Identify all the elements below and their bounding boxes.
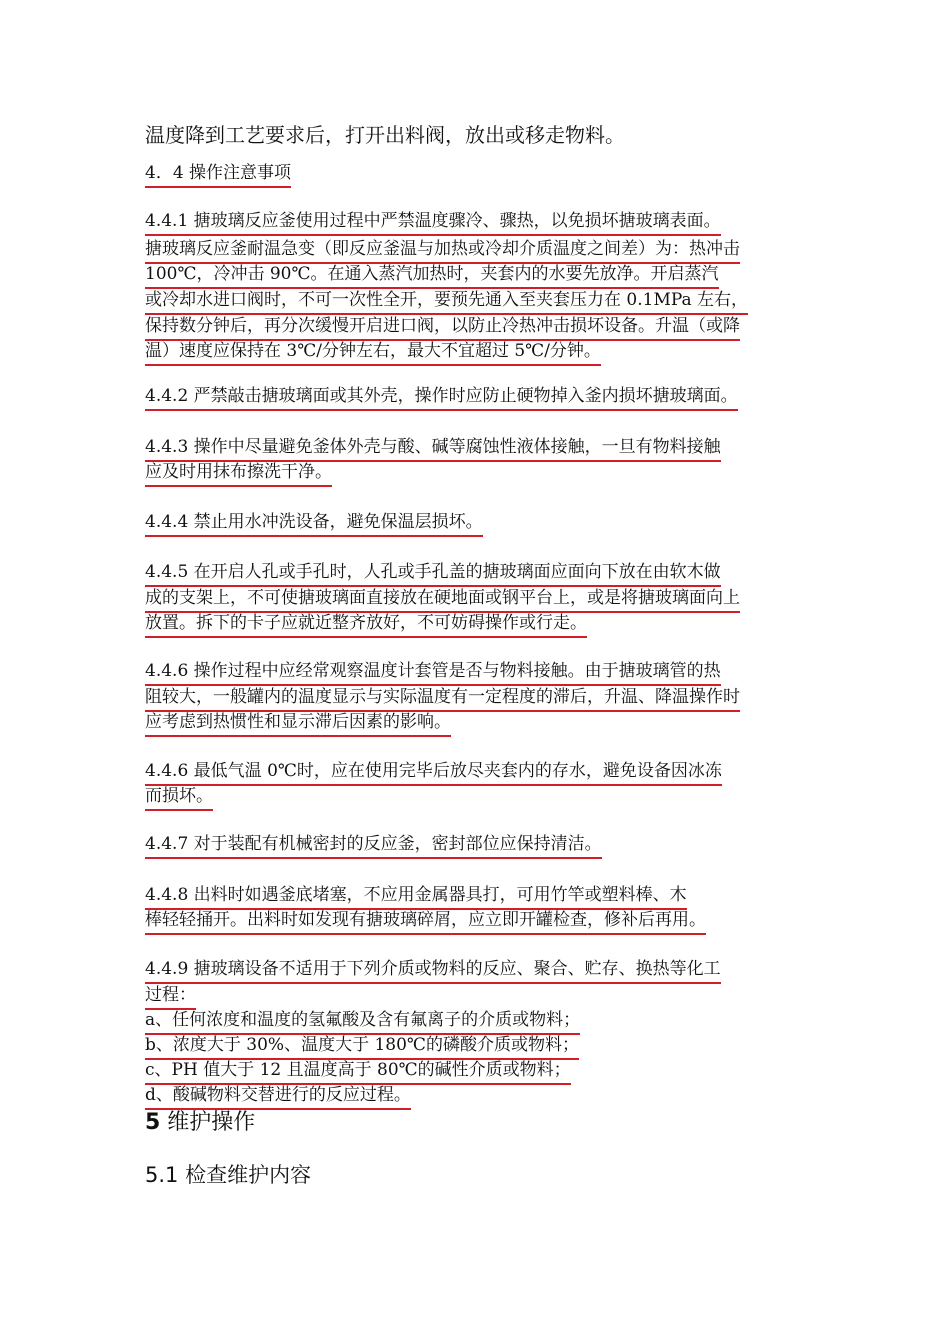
list-item: d、酸碱物料交替进行的反应过程。	[145, 1084, 411, 1110]
paragraph-line: 4.4.6 操作过程中应经常观察温度计套管是否与物料接触。由于搪玻璃管的热	[145, 660, 721, 686]
list-item: c、PH 值大于 12 且温度高于 80℃的碱性介质或物料；	[145, 1059, 571, 1085]
paragraph-line: 过程：	[145, 984, 196, 1010]
paragraph-line: 4.4.4 禁止用水冲洗设备，避免保温层损坏。	[145, 511, 483, 537]
list-item: a、任何浓度和温度的氢氟酸及含有氟离子的介质或物料；	[145, 1009, 580, 1035]
paragraph-line: 或冷却水进口阀时，不可一次性全开，要预先通入至夹套压力在 0.1MPa 左右，	[145, 289, 748, 315]
section-heading-5	[145, 1112, 255, 1134]
paragraph-line: 4.4.2 严禁敲击搪玻璃面或其外壳，操作时应防止硬物掉入釜内损坏搪玻璃面。	[145, 385, 738, 411]
paragraph-line: 应考虑到热惯性和显示滞后因素的影响。	[145, 711, 451, 737]
paragraph-line: 放置。拆下的卡子应就近整齐放好，不可妨碍操作或行走。	[145, 612, 587, 638]
paragraph-line: 成的支架上，不可使搪玻璃面直接放在硬地面或钢平台上，或是将搪玻璃面向上	[145, 587, 740, 613]
section-title: 维护操作	[160, 1110, 256, 1135]
section-heading-5-1: 5.1 检查维护内容	[145, 1163, 312, 1187]
paragraph-line: 搪玻璃反应釜耐温急变（即反应釜温与加热或冷却介质温度之间差）为：热冲击	[145, 238, 740, 264]
paragraph-line: 4.4.1 搪玻璃反应釜使用过程中严禁温度骤冷、骤热，以免损坏搪玻璃表面。	[145, 210, 721, 236]
section-heading-4-4: 4．4 操作注意事项	[145, 162, 291, 188]
paragraph-line: 阻较大，一般罐内的温度显示与实际温度有一定程度的滞后，升温、降温操作时	[145, 686, 740, 712]
paragraph-line: 棒轻轻捅开。出料时如发现有搪玻璃碎屑，应立即开罐检查，修补后再用。	[145, 909, 706, 935]
section-number: 5	[145, 1110, 161, 1135]
list-item: b、浓度大于 30%、温度大于 180℃的磷酸介质或物料；	[145, 1034, 579, 1060]
paragraph-line: 而损坏。	[145, 785, 213, 811]
paragraph-line: 100℃，冷冲击 90℃。在通入蒸汽加热时，夹套内的水要先放净。开启蒸汽	[145, 263, 719, 289]
paragraph-line: 温度降到工艺要求后，打开出料阀，放出或移走物料。	[145, 123, 625, 147]
paragraph-line: 4.4.5 在开启人孔或手孔时，人孔或手孔盖的搪玻璃面应面向下放在由软木做	[145, 561, 721, 587]
paragraph-line: 4.4.7 对于装配有机械密封的反应釜，密封部位应保持清洁。	[145, 833, 602, 859]
paragraph-line: 4.4.6 最低气温 0℃时，应在使用完毕后放尽夹套内的存水，避免设备因冰冻	[145, 760, 722, 786]
paragraph-line: 4.4.8 出料时如遇釜底堵塞，不应用金属器具打，可用竹竿或塑料棒、木	[145, 884, 687, 910]
paragraph-line: 保持数分钟后，再分次缓慢开启进口阀，以防止冷热冲击损坏设备。升温（或降	[145, 315, 740, 341]
paragraph-line: 4.4.9 搪玻璃设备不适用于下列介质或物料的反应、聚合、贮存、换热等化工	[145, 958, 721, 984]
paragraph-line: 4.4.3 操作中尽量避免釜体外壳与酸、碱等腐蚀性液体接触，一旦有物料接触	[145, 436, 721, 462]
paragraph-line: 温）速度应保持在 3℃/分钟左右，最大不宜超过 5℃/分钟。	[145, 340, 601, 366]
paragraph-line: 应及时用抹布擦洗干净。	[145, 461, 332, 487]
